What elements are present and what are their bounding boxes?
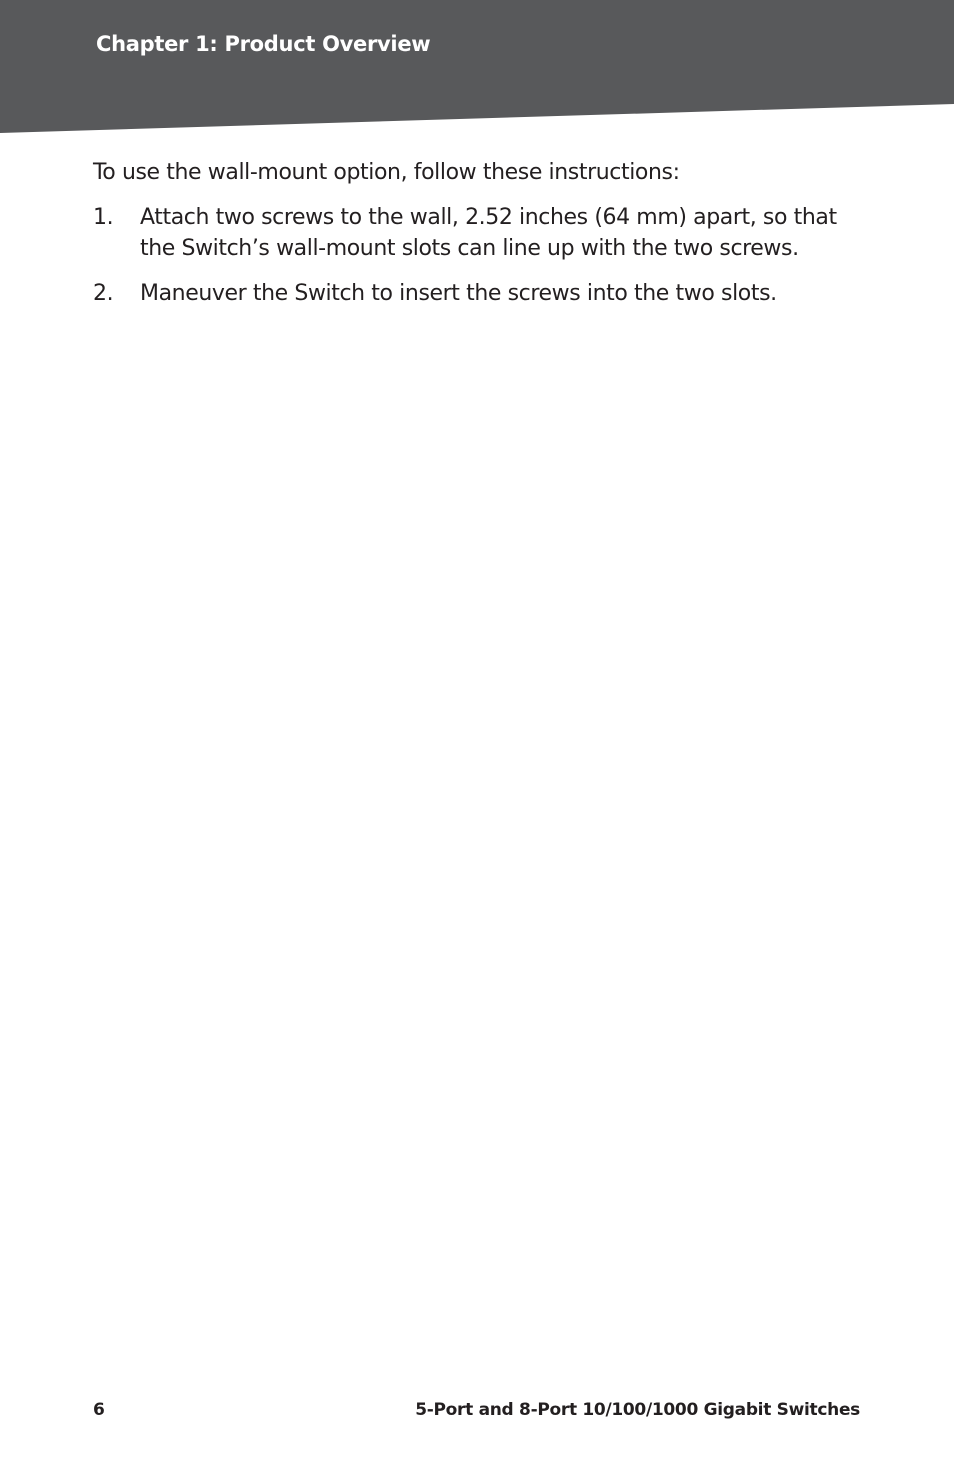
step-text: Maneuver the Switch to insert the screws into the two slots. [140, 281, 777, 306]
intro-paragraph: To use the wall-mount option, follow these instructions: [93, 160, 680, 185]
header-band-shape [0, 0, 954, 134]
page-content [93, 157, 873, 323]
header-band [0, 0, 954, 134]
chapter-title: Chapter 1: Product Overview [96, 32, 431, 56]
footer-document-title: 5-Port and 8-Port 10/100/1000 Gigabit Switches [415, 1400, 860, 1420]
list-item [93, 202, 873, 264]
instruction-list [93, 202, 873, 309]
page-number: 6 [93, 1400, 105, 1420]
step-number: 1. [93, 205, 114, 230]
step-text: Attach two screws to the wall, 2.52 inches (64 mm) apart, so that the Switch’s wall-mount slots can line up with the two screws. [140, 205, 837, 261]
list-item [93, 278, 873, 309]
step-number: 2. [93, 281, 114, 306]
